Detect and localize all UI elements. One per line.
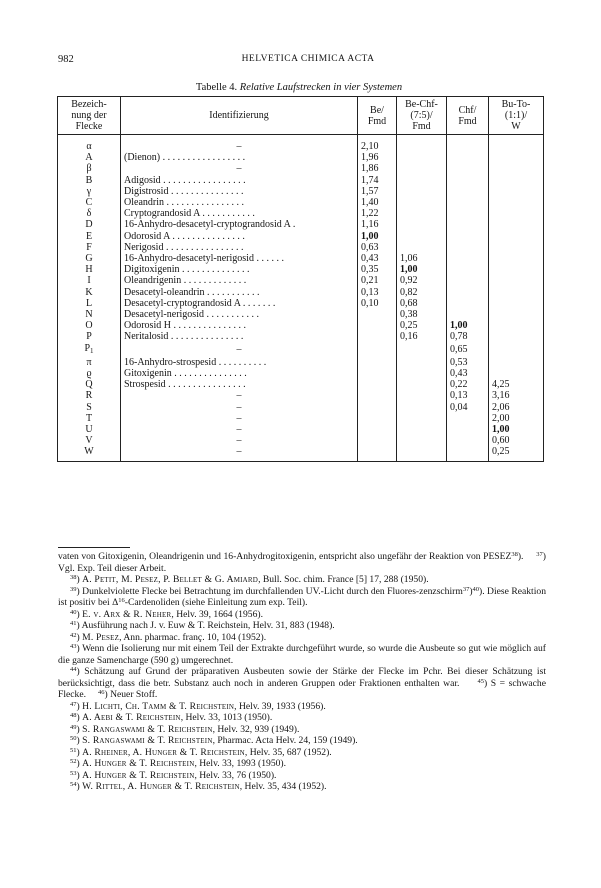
cell-code: H bbox=[58, 264, 121, 275]
cell-code: R bbox=[58, 390, 121, 401]
cell-code: Q bbox=[58, 379, 121, 390]
cell-identification: Digitoxigenin . . . . . . . . . . . . . . bbox=[121, 264, 358, 275]
cell-identification: Desacetyl-cryptograndosid A . . . . . . . bbox=[121, 298, 358, 309]
cell-identification: Oleandrigenin . . . . . . . . . . . . . bbox=[121, 275, 358, 286]
cell-buto bbox=[489, 197, 544, 208]
cell-bechf bbox=[397, 368, 447, 379]
cell-identification: – bbox=[121, 446, 358, 461]
footnote-rule bbox=[58, 547, 130, 548]
cell-buto bbox=[489, 298, 544, 309]
footnote-53: $^{53}$) A. Hunger & T. Reichstein, Helv. 33, 76 (1950). bbox=[70, 769, 277, 781]
cell-buto: 0,25 bbox=[489, 446, 544, 461]
footnote-38: $^{38}$) A. Petit, M. Pesez, P. Bellet & G. Amiard, Bull. Soc. chim. France [5] 17, 288 (1950). bbox=[70, 574, 429, 585]
footnote-54: $^{54}$) W. Rittel, A. Hunger & T. Reichstein, Helv. 35, 434 (1952). bbox=[70, 781, 327, 792]
cell-code: D bbox=[58, 219, 121, 230]
cell-identification: – bbox=[121, 343, 358, 357]
table-row bbox=[58, 231, 544, 242]
cell-identification: – bbox=[121, 135, 358, 153]
cell-chf bbox=[447, 253, 489, 264]
cell-identification: – bbox=[121, 424, 358, 435]
cell-buto bbox=[489, 368, 544, 379]
cell-befmd: 1,86 bbox=[358, 163, 397, 174]
cell-chf: 0,65 bbox=[447, 343, 489, 357]
cell-buto: 4,25 bbox=[489, 379, 544, 390]
cell-chf bbox=[447, 208, 489, 219]
cell-buto bbox=[489, 135, 544, 153]
table-row bbox=[58, 197, 544, 208]
cell-befmd: 0,43 bbox=[358, 253, 397, 264]
cell-chf bbox=[447, 413, 489, 424]
cell-code: δ bbox=[58, 208, 121, 219]
cell-bechf: 0,25 bbox=[397, 320, 447, 331]
cell-bechf bbox=[397, 231, 447, 242]
cell-buto bbox=[489, 152, 544, 163]
footnote-51: $^{51}$) A. Rheiner, A. Hunger & T. Reichstein, Helv. 35, 687 (1952). bbox=[70, 746, 332, 758]
journal-title: HELVETICA CHIMICA ACTA bbox=[241, 54, 375, 64]
cell-bechf bbox=[397, 343, 447, 357]
cell-bechf bbox=[397, 208, 447, 219]
cell-bechf bbox=[397, 219, 447, 230]
table-header-row bbox=[58, 97, 544, 135]
cell-chf bbox=[447, 186, 489, 197]
cell-bechf: 0,68 bbox=[397, 298, 447, 309]
cell-befmd: 0,10 bbox=[358, 298, 397, 309]
cell-chf bbox=[447, 135, 489, 153]
cell-chf bbox=[447, 275, 489, 286]
cell-befmd: 1,22 bbox=[358, 208, 397, 219]
col-header-code: Bezeich- nung der Flecke bbox=[58, 97, 121, 135]
cell-chf: 0,43 bbox=[447, 368, 489, 379]
cell-befmd: 1,40 bbox=[358, 197, 397, 208]
table-row bbox=[58, 135, 544, 153]
cell-chf bbox=[447, 309, 489, 320]
cell-bechf bbox=[397, 390, 447, 401]
cell-befmd bbox=[358, 435, 397, 446]
cell-befmd bbox=[358, 413, 397, 424]
table-body bbox=[58, 135, 544, 462]
table-row bbox=[58, 331, 544, 342]
table-row bbox=[58, 446, 544, 461]
table-row bbox=[58, 424, 544, 435]
cell-identification: – bbox=[121, 390, 358, 401]
footnote-50: $^{50}$) S. Rangaswami & T. Reichstein, Pharmac. Acta Helv. 24, 159 (1949). bbox=[70, 735, 358, 746]
cell-chf bbox=[447, 231, 489, 242]
table-caption bbox=[58, 82, 540, 93]
cell-code: N bbox=[58, 309, 121, 320]
cell-chf bbox=[447, 424, 489, 435]
table-row bbox=[58, 368, 544, 379]
cell-identification: Nerigosid . . . . . . . . . . . . . . . . bbox=[121, 242, 358, 253]
col-header-ident: Identifizierung bbox=[121, 97, 358, 135]
cell-bechf bbox=[397, 446, 447, 461]
cell-code: L bbox=[58, 298, 121, 309]
cell-befmd: 1,57 bbox=[358, 186, 397, 197]
cell-identification: Odorosid H . . . . . . . . . . . . . . . bbox=[121, 320, 358, 331]
cell-chf bbox=[447, 219, 489, 230]
footnote-39: $^{39}$) Dunkelviolette Flecke bei Betrachtung im durchfallenden UV.-Licht durch den Fluores-zenzschirm$^{37}$)$^{40}$). Diese Reaktion ist positiv bei $\Delta^{16}$-Cardenoliden (siehe Einleitung zum exp. Teil). bbox=[58, 585, 546, 608]
cell-code: ϱ bbox=[58, 368, 121, 379]
cell-befmd bbox=[358, 357, 397, 368]
cell-buto bbox=[489, 343, 544, 357]
cell-identification: Oleandrin . . . . . . . . . . . . . . . . bbox=[121, 197, 358, 208]
cell-code: V bbox=[58, 435, 121, 446]
cell-befmd bbox=[358, 390, 397, 401]
cell-befmd: 0,35 bbox=[358, 264, 397, 275]
cell-befmd: 1,00 bbox=[358, 231, 397, 242]
page-number: 982 bbox=[58, 54, 74, 65]
table-row bbox=[58, 343, 544, 357]
cell-chf bbox=[447, 163, 489, 174]
cell-bechf bbox=[397, 242, 447, 253]
table-row bbox=[58, 208, 544, 219]
footnote-44: $^{44}$) Schätzung auf Grund der präparativen Ausbeuten sowie der Stärke der Flecke im Pchr. Bei dieser Schätzung ist berücksichtigt, dass die betr. Substanz auch noch in anderen Gruppen oder Fraktionen enthalten war. $^{45}$) S = schwache Flecke. $^{46}$) Neuer Stoff. bbox=[58, 666, 546, 700]
cell-bechf bbox=[397, 197, 447, 208]
cell-identification: Desacetyl-oleandrin . . . . . . . . . . . bbox=[121, 287, 358, 298]
cell-identification: – bbox=[121, 413, 358, 424]
cell-code: O bbox=[58, 320, 121, 331]
cell-chf: 0,13 bbox=[447, 390, 489, 401]
cell-identification: 16-Anhydro-desacetyl-nerigosid . . . . . . bbox=[121, 253, 358, 264]
table-row bbox=[58, 320, 544, 331]
table-row bbox=[58, 264, 544, 275]
table-row bbox=[58, 309, 544, 320]
footnotes bbox=[58, 551, 546, 793]
table-row bbox=[58, 163, 544, 174]
cell-chf bbox=[447, 298, 489, 309]
cell-buto bbox=[489, 309, 544, 320]
footnote-49: $^{49}$) S. Rangaswami & T. Reichstein, Helv. 32, 939 (1949). bbox=[70, 723, 300, 735]
table-row bbox=[58, 275, 544, 286]
cell-befmd: 0,21 bbox=[358, 275, 397, 286]
footnote-47: $^{47}$) H. Lichti, Ch. Tamm & T. Reichstein, Helv. 39, 1933 (1956). bbox=[70, 700, 326, 712]
footnote-52: $^{52}$) A. Hunger & T. Reichstein, Helv. 33, 1993 (1950). bbox=[70, 758, 287, 769]
cell-bechf: 1,00 bbox=[397, 264, 447, 275]
cell-chf bbox=[447, 242, 489, 253]
cell-identification: 16-Anhydro-desacetyl-cryptograndosid A . bbox=[121, 219, 358, 230]
cell-code: C bbox=[58, 197, 121, 208]
cell-code: K bbox=[58, 287, 121, 298]
cell-identification: – bbox=[121, 435, 358, 446]
cell-code: I bbox=[58, 275, 121, 286]
table-row bbox=[58, 242, 544, 253]
col-header-buto: Bu-To- (1:1)/ W bbox=[489, 97, 544, 135]
cell-buto bbox=[489, 242, 544, 253]
cell-bechf bbox=[397, 135, 447, 153]
cell-buto bbox=[489, 163, 544, 174]
cell-befmd bbox=[358, 320, 397, 331]
cell-identification: – bbox=[121, 163, 358, 174]
cell-chf: 0,78 bbox=[447, 331, 489, 342]
col-header-bechf: Be-Chf- (7:5)/ Fmd bbox=[397, 97, 447, 135]
page-header bbox=[58, 54, 558, 68]
cell-buto bbox=[489, 219, 544, 230]
cell-code: S bbox=[58, 402, 121, 413]
cell-bechf bbox=[397, 424, 447, 435]
cell-chf: 1,00 bbox=[447, 320, 489, 331]
cell-code: T bbox=[58, 413, 121, 424]
table-row bbox=[58, 379, 544, 390]
cell-buto bbox=[489, 264, 544, 275]
cell-chf bbox=[447, 287, 489, 298]
footnote-48: $^{48}$) A. Aebi & T. Reichstein, Helv. 33, 1013 (1950). bbox=[70, 712, 273, 723]
footnote-43: $^{43}$) Wenn die Isolierung nur mit einem Teil der Extrakte durchgeführt wurde, so wurde die Ausbeute so gut wie möglich auf die ganze Samencharge (590 g) umgerechnet. bbox=[58, 643, 546, 666]
cell-befmd bbox=[358, 446, 397, 461]
footnote-40: $^{40}$) E. v. Arx & R. Neher, Helv. 39, 1664 (1956). bbox=[70, 608, 263, 620]
cell-identification: Adigosid . . . . . . . . . . . . . . . . . bbox=[121, 175, 358, 186]
cell-bechf bbox=[397, 402, 447, 413]
cell-buto bbox=[489, 275, 544, 286]
cell-buto bbox=[489, 175, 544, 186]
cell-identification: Digistrosid . . . . . . . . . . . . . . . bbox=[121, 186, 358, 197]
cell-bechf bbox=[397, 175, 447, 186]
cell-code: F bbox=[58, 242, 121, 253]
cell-buto: 2,06 bbox=[489, 402, 544, 413]
cell-chf: 0,22 bbox=[447, 379, 489, 390]
cell-identification: Odorosid A . . . . . . . . . . . . . . . bbox=[121, 231, 358, 242]
cell-buto: 3,16 bbox=[489, 390, 544, 401]
cell-bechf: 1,06 bbox=[397, 253, 447, 264]
cell-chf bbox=[447, 152, 489, 163]
table-row bbox=[58, 435, 544, 446]
cell-identification: Desacetyl-nerigosid . . . . . . . . . . . bbox=[121, 309, 358, 320]
cell-buto bbox=[489, 287, 544, 298]
cell-code: P bbox=[58, 331, 121, 342]
cell-bechf bbox=[397, 379, 447, 390]
cell-bechf bbox=[397, 152, 447, 163]
cell-code: E bbox=[58, 231, 121, 242]
table-row bbox=[58, 402, 544, 413]
footnote-41: $^{41}$) Ausführung nach J. v. Euw & T. Reichstein, Helv. 31, 883 (1948). bbox=[70, 620, 335, 631]
cell-bechf: 0,82 bbox=[397, 287, 447, 298]
cell-chf: 0,53 bbox=[447, 357, 489, 368]
cell-bechf: 0,38 bbox=[397, 309, 447, 320]
cell-befmd: 0,13 bbox=[358, 287, 397, 298]
cell-buto bbox=[489, 320, 544, 331]
cell-identification: Gitoxigenin . . . . . . . . . . . . . . . bbox=[121, 368, 358, 379]
col-header-befmd: Be/ Fmd bbox=[358, 97, 397, 135]
cell-identification: (Dienon) . . . . . . . . . . . . . . . . . bbox=[121, 152, 358, 163]
table-row bbox=[58, 152, 544, 163]
cell-code: A bbox=[58, 152, 121, 163]
cell-identification: – bbox=[121, 402, 358, 413]
cell-bechf bbox=[397, 163, 447, 174]
cell-buto bbox=[489, 331, 544, 342]
cell-befmd: 1,16 bbox=[358, 219, 397, 230]
table-row bbox=[58, 287, 544, 298]
cell-buto: 0,60 bbox=[489, 435, 544, 446]
cell-chf bbox=[447, 446, 489, 461]
cell-code: G bbox=[58, 253, 121, 264]
table-row bbox=[58, 390, 544, 401]
cell-code: B bbox=[58, 175, 121, 186]
footnote-continuation: vaten von Gitoxigenin, Oleandrigenin und 16-Anhydrogitoxigenin, entspricht also ungefähr der Reaktion von PESEZ$^{38}$). $^{37}$) Vgl. Exp. Teil dieser Arbeit. bbox=[58, 551, 546, 574]
cell-befmd bbox=[358, 368, 397, 379]
cell-code: β bbox=[58, 163, 121, 174]
cell-chf bbox=[447, 264, 489, 275]
cell-buto bbox=[489, 357, 544, 368]
cell-befmd: 0,63 bbox=[358, 242, 397, 253]
cell-code: γ bbox=[58, 186, 121, 197]
cell-befmd bbox=[358, 309, 397, 320]
rf-values-table bbox=[57, 96, 544, 462]
table-row bbox=[58, 253, 544, 264]
cell-chf: 0,04 bbox=[447, 402, 489, 413]
cell-buto bbox=[489, 253, 544, 264]
cell-befmd bbox=[358, 343, 397, 357]
cell-bechf bbox=[397, 413, 447, 424]
cell-chf bbox=[447, 197, 489, 208]
table-caption-title: Relative Laufstrecken in vier Systemen bbox=[239, 82, 403, 93]
cell-befmd: 1,96 bbox=[358, 152, 397, 163]
cell-befmd: 2,10 bbox=[358, 135, 397, 153]
cell-identification: Cryptograndosid A . . . . . . . . . . . bbox=[121, 208, 358, 219]
cell-befmd bbox=[358, 402, 397, 413]
cell-buto bbox=[489, 208, 544, 219]
cell-code: U bbox=[58, 424, 121, 435]
table-row bbox=[58, 413, 544, 424]
cell-code: W bbox=[58, 446, 121, 461]
cell-code: π bbox=[58, 357, 121, 368]
cell-bechf bbox=[397, 357, 447, 368]
table-row bbox=[58, 219, 544, 230]
footnote-42: $^{42}$) M. Pesez, Ann. pharmac. franç. 10, 104 (1952). bbox=[70, 631, 267, 643]
table-row bbox=[58, 298, 544, 309]
cell-identification: 16-Anhydro-strospesid . . . . . . . . . . bbox=[121, 357, 358, 368]
cell-buto: 1,00 bbox=[489, 424, 544, 435]
cell-bechf bbox=[397, 186, 447, 197]
cell-chf bbox=[447, 435, 489, 446]
table-row bbox=[58, 357, 544, 368]
table-row bbox=[58, 175, 544, 186]
cell-buto bbox=[489, 186, 544, 197]
cell-buto: 2,00 bbox=[489, 413, 544, 424]
cell-bechf bbox=[397, 435, 447, 446]
table-row bbox=[58, 186, 544, 197]
cell-buto bbox=[489, 231, 544, 242]
cell-befmd bbox=[358, 379, 397, 390]
cell-bechf: 0,16 bbox=[397, 331, 447, 342]
table-caption-label: Tabelle 4. bbox=[195, 82, 238, 93]
cell-befmd: 1,74 bbox=[358, 175, 397, 186]
cell-code: $P_1$ bbox=[58, 343, 121, 357]
cell-befmd bbox=[358, 331, 397, 342]
cell-chf bbox=[447, 175, 489, 186]
cell-bechf: 0,92 bbox=[397, 275, 447, 286]
cell-befmd bbox=[358, 424, 397, 435]
cell-identification: Strospesid . . . . . . . . . . . . . . . . bbox=[121, 379, 358, 390]
col-header-chf: Chf/ Fmd bbox=[447, 97, 489, 135]
cell-identification: Neritalosid . . . . . . . . . . . . . . . bbox=[121, 331, 358, 342]
cell-code: α bbox=[58, 135, 121, 153]
